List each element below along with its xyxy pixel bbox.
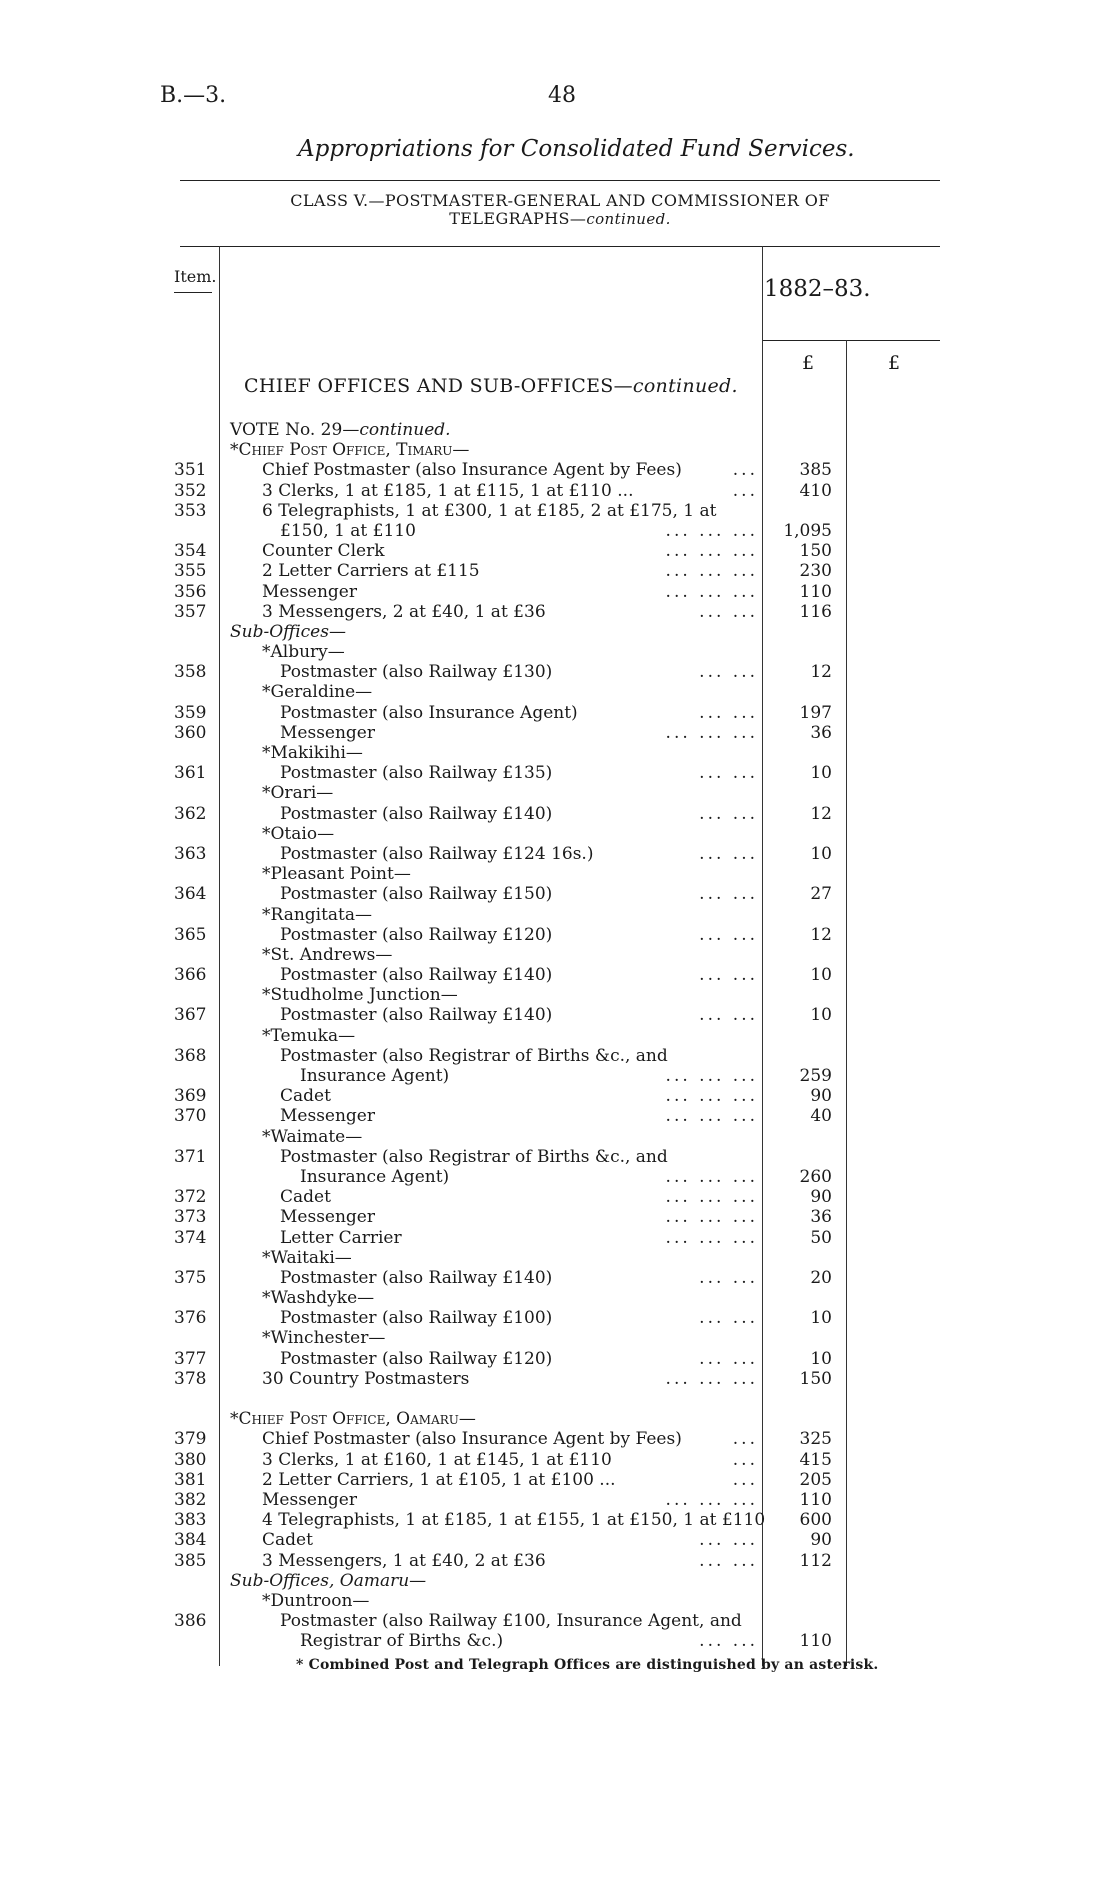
table-row [0, 763, 1114, 783]
table-row [0, 804, 1114, 824]
table-row [0, 1228, 1114, 1248]
item-description: Chief Postmaster (also Insurance Agent by Fees) [262, 460, 682, 481]
item-number: 373 [174, 1207, 207, 1228]
item-description: 6 Telegraphists, 1 at £300, 1 at £185, 2 at £175, 1 at [262, 500, 717, 521]
leader-dots: ... ... ... [665, 1166, 758, 1187]
item-description: Letter Carrier [280, 1227, 402, 1248]
item-description: *Studholme Junction— [262, 985, 458, 1006]
table-row [0, 824, 1114, 844]
table-row [0, 985, 1114, 1005]
item-description: Messenger [280, 1106, 375, 1127]
item-description: Postmaster (also Railway £120) [280, 1348, 553, 1369]
table-row [0, 1470, 1114, 1490]
item-description: *Temuka— [262, 1025, 356, 1046]
item-description: Postmaster (also Insurance Agent) [280, 702, 578, 723]
leader-dots: ... ... [699, 1550, 758, 1571]
amount: 36 [810, 722, 832, 743]
amount: 150 [799, 1368, 832, 1389]
amount: 150 [799, 541, 832, 562]
table-row [0, 1530, 1114, 1550]
class-heading-line1: CLASS V.—POSTMASTER-GENERAL AND COMMISSIONER OF [290, 191, 830, 210]
amount: 410 [799, 480, 832, 501]
amount: 12 [810, 662, 832, 683]
amount: 600 [799, 1510, 832, 1531]
amount: 415 [799, 1449, 832, 1470]
table-row [0, 1349, 1114, 1369]
page-number: 48 [548, 83, 576, 108]
table-row [0, 481, 1114, 501]
leader-dots: ... ... ... [665, 722, 758, 743]
item-description: *Geraldine— [262, 682, 373, 703]
table-row [0, 884, 1114, 904]
table-row [0, 743, 1114, 763]
item-number: 367 [174, 1005, 207, 1026]
item-number: 352 [174, 480, 207, 501]
leader-dots: ... ... ... [665, 1066, 758, 1086]
year-rule [762, 340, 940, 341]
table-row [0, 1510, 1114, 1530]
document-reference: B.—3. [160, 83, 227, 108]
item-description: *Otaio— [262, 823, 335, 844]
table-row [0, 703, 1114, 723]
item-description: Postmaster (also Railway £130) [280, 662, 553, 683]
table-row [0, 723, 1114, 743]
amount: 90 [810, 1530, 832, 1551]
amount: 116 [799, 601, 832, 622]
item-description: *Winchester— [262, 1328, 386, 1349]
item-description: 30 Country Postmasters [262, 1368, 470, 1389]
leader-dots: ... [732, 1449, 758, 1470]
amount: 197 [799, 702, 832, 723]
table-row [0, 1631, 1114, 1651]
leader-dots: ... ... ... [665, 541, 758, 562]
leader-dots: ... ... [699, 662, 758, 683]
item-description: Cadet [262, 1530, 313, 1551]
amount: 40 [810, 1106, 832, 1127]
item-number: 368 [174, 1045, 207, 1066]
item-description: Chief Postmaster (also Insurance Agent by Fees) [262, 1429, 682, 1450]
item-description: 4 Telegraphists, 1 at £185, 1 at £155, 1 at £150, 1 at £110 [262, 1510, 766, 1531]
item-description: *Albury— [262, 642, 345, 663]
table-row [0, 1551, 1114, 1571]
leader-dots: ... ... ... [665, 1106, 758, 1127]
amount: 110 [799, 581, 832, 602]
item-description: Postmaster (also Registrar of Births &c., and [280, 1045, 668, 1066]
amount: 205 [799, 1469, 832, 1490]
table-row [0, 521, 1114, 541]
item-number: 366 [174, 965, 207, 986]
table-row [0, 1409, 1114, 1429]
item-description: Registrar of Births &c.) [300, 1631, 504, 1652]
leader-dots: ... ... ... [665, 1086, 758, 1107]
item-description: *Rangitata— [262, 904, 373, 925]
item-description: Insurance Agent) [300, 1166, 450, 1187]
item-description: Cadet [280, 1187, 331, 1208]
item-description: *Chief Post Office, Oamaru— [230, 1409, 476, 1430]
leader-dots: ... [732, 460, 758, 481]
item-description: Counter Clerk [262, 541, 385, 562]
item-description: 3 Messengers, 1 at £40, 2 at £36 [262, 1550, 546, 1571]
item-number: 355 [174, 561, 207, 582]
item-description: *St. Andrews— [262, 944, 393, 965]
item-column-header: Item. [174, 267, 217, 286]
item-number: 376 [174, 1308, 207, 1329]
table-row [0, 1005, 1114, 1025]
item-description: Messenger [280, 722, 375, 743]
table-row [0, 905, 1114, 925]
amount: 10 [810, 965, 832, 986]
table-row [0, 642, 1114, 662]
leader-dots: ... ... ... [665, 1187, 758, 1208]
table-row [0, 1086, 1114, 1106]
amount: 260 [799, 1166, 832, 1187]
table-row [0, 1571, 1114, 1591]
table-row [0, 1450, 1114, 1470]
table-row [0, 1066, 1114, 1086]
item-number: 361 [174, 763, 207, 784]
item-number: 371 [174, 1146, 207, 1167]
leader-dots: ... ... ... [665, 1489, 758, 1510]
item-description: *Chief Post Office, Timaru— [230, 440, 470, 461]
table-row [0, 1429, 1114, 1449]
item-description: Messenger [280, 1207, 375, 1228]
table-row [0, 965, 1114, 985]
item-description: 2 Letter Carriers at £115 [262, 561, 480, 582]
amount: 112 [799, 1550, 832, 1571]
amount: 12 [810, 924, 832, 945]
section-heading: CHIEF OFFICES AND SUB-OFFICES—continued. [244, 375, 738, 397]
table-row [0, 1490, 1114, 1510]
year-column-header: 1882–83. [764, 276, 871, 302]
table-row [0, 1611, 1114, 1631]
item-description: Messenger [262, 581, 357, 602]
item-description: 3 Messengers, 2 at £40, 1 at £36 [262, 601, 546, 622]
table-row [0, 1308, 1114, 1328]
leader-dots: ... [732, 1429, 758, 1450]
item-description: VOTE No. 29—continued. [230, 420, 451, 440]
item-description: Messenger [262, 1489, 357, 1510]
item-number: 353 [174, 500, 207, 521]
leader-dots: ... ... [699, 1530, 758, 1551]
item-number: 358 [174, 662, 207, 683]
leader-dots: ... ... [699, 1267, 758, 1288]
item-number: 354 [174, 541, 207, 562]
item-number: 375 [174, 1267, 207, 1288]
table-row [0, 945, 1114, 965]
leader-dots: ... ... [699, 601, 758, 622]
page-title: Appropriations for Consolidated Fund Services. [298, 136, 855, 162]
item-number: 374 [174, 1227, 207, 1248]
item-number: 384 [174, 1530, 207, 1551]
item-description: Postmaster (also Railway £140) [280, 965, 553, 986]
table-row [0, 501, 1114, 521]
item-number: 363 [174, 843, 207, 864]
leader-dots: ... ... [699, 884, 758, 905]
item-number: 378 [174, 1368, 207, 1389]
table-row [0, 1147, 1114, 1167]
amount: 10 [810, 843, 832, 864]
section-continued: continued. [632, 375, 738, 397]
table-row [0, 460, 1114, 480]
table-row [0, 440, 1114, 460]
amount: 36 [810, 1207, 832, 1228]
amount: 10 [810, 1005, 832, 1026]
item-description: Insurance Agent) [300, 1066, 450, 1086]
item-description: *Waitaki— [262, 1247, 352, 1268]
amount: 10 [810, 763, 832, 784]
vote-continued: continued. [359, 420, 451, 440]
table-row [0, 1268, 1114, 1288]
amount: 20 [810, 1267, 832, 1288]
footnote: * Combined Post and Telegraph Offices are distinguished by an asterisk. [296, 1657, 879, 1673]
amount: 90 [810, 1187, 832, 1208]
leader-dots: ... ... ... [665, 520, 758, 541]
item-number: 360 [174, 722, 207, 743]
item-number: 351 [174, 460, 207, 481]
leader-dots: ... ... ... [665, 581, 758, 602]
item-description: 3 Clerks, 1 at £160, 1 at £145, 1 at £110 [262, 1449, 612, 1470]
amount: 110 [799, 1631, 832, 1652]
table-row [0, 1389, 1114, 1409]
table-row [0, 1248, 1114, 1268]
item-description: Postmaster (also Railway £100, Insurance Agent, and [280, 1611, 742, 1632]
item-number: 362 [174, 803, 207, 824]
amount: 12 [810, 803, 832, 824]
item-number: 369 [174, 1086, 207, 1107]
item-number: 386 [174, 1611, 207, 1632]
item-number: 359 [174, 702, 207, 723]
table-row [0, 1167, 1114, 1187]
leader-dots: ... ... [699, 1005, 758, 1026]
table-row [0, 1026, 1114, 1046]
table-row [0, 682, 1114, 702]
item-number: 383 [174, 1510, 207, 1531]
table-row [0, 1187, 1114, 1207]
class-rule [180, 246, 940, 247]
leader-dots: ... ... [699, 763, 758, 784]
amount: 110 [799, 1489, 832, 1510]
item-number: 356 [174, 581, 207, 602]
leader-dots: ... ... [699, 965, 758, 986]
item-number: 357 [174, 601, 207, 622]
item-description: *Makikihi— [262, 743, 363, 763]
item-description: Postmaster (also Registrar of Births &c., and [280, 1146, 668, 1167]
item-description: *Duntroon— [262, 1590, 370, 1611]
table-row [0, 925, 1114, 945]
leader-dots: ... ... [699, 1308, 758, 1329]
item-description: *Pleasant Point— [262, 864, 411, 885]
table-row [0, 1591, 1114, 1611]
leader-dots: ... ... [699, 1631, 758, 1652]
item-description: Postmaster (also Railway £124 16s.) [280, 843, 594, 864]
table-row [0, 1127, 1114, 1147]
item-number: 377 [174, 1348, 207, 1369]
item-description: Postmaster (also Railway £150) [280, 884, 553, 905]
item-description: Postmaster (also Railway £140) [280, 1005, 553, 1026]
item-number: 381 [174, 1469, 207, 1490]
amount: 385 [799, 460, 832, 481]
item-number: 370 [174, 1106, 207, 1127]
item-description: Sub-Offices— [230, 621, 346, 642]
item-description: Sub-Offices, Oamaru— [230, 1570, 427, 1591]
class-heading-line2: TELEGRAPHS—continued. [449, 209, 671, 228]
item-description: Postmaster (also Railway £135) [280, 763, 553, 784]
item-number: 385 [174, 1550, 207, 1571]
leader-dots: ... ... [699, 924, 758, 945]
class-heading [180, 192, 940, 228]
amount: 325 [799, 1429, 832, 1450]
table-row [0, 844, 1114, 864]
table-row [0, 420, 1114, 440]
table-row [0, 1328, 1114, 1348]
currency-column-1: £ [802, 352, 815, 374]
amount: 230 [799, 561, 832, 582]
table-row [0, 582, 1114, 602]
leader-dots: ... ... ... [665, 561, 758, 582]
appropriation-table [0, 420, 1114, 1651]
amount: 1,095 [783, 520, 832, 541]
currency-column-2: £ [888, 352, 901, 374]
leader-dots: ... ... [699, 843, 758, 864]
leader-dots: ... [732, 1469, 758, 1490]
leader-dots: ... ... [699, 803, 758, 824]
title-rule [180, 180, 940, 181]
leader-dots: ... ... [699, 1348, 758, 1369]
item-description: £150, 1 at £110 [280, 520, 416, 541]
item-description: Postmaster (also Railway £140) [280, 803, 553, 824]
amount: 90 [810, 1086, 832, 1107]
leader-dots: ... ... ... [665, 1368, 758, 1389]
item-description: Cadet [280, 1086, 331, 1107]
amount: 50 [810, 1227, 832, 1248]
amount: 10 [810, 1348, 832, 1369]
table-row [0, 1288, 1114, 1308]
table-row [0, 541, 1114, 561]
item-description: *Orari— [262, 783, 334, 804]
amount: 259 [799, 1066, 832, 1086]
amount: 27 [810, 884, 832, 905]
leader-dots: ... [732, 480, 758, 501]
item-header-underline [174, 292, 212, 293]
item-number: 379 [174, 1429, 207, 1450]
table-row [0, 662, 1114, 682]
table-row [0, 864, 1114, 884]
table-row [0, 1369, 1114, 1389]
item-description: Postmaster (also Railway £140) [280, 1267, 553, 1288]
table-row [0, 622, 1114, 642]
table-row [0, 783, 1114, 803]
item-number: 365 [174, 924, 207, 945]
table-row [0, 1106, 1114, 1126]
item-number: 380 [174, 1449, 207, 1470]
item-description: Postmaster (also Railway £100) [280, 1308, 553, 1329]
item-description: 3 Clerks, 1 at £185, 1 at £115, 1 at £110 ... [262, 480, 634, 501]
leader-dots: ... ... ... [665, 1227, 758, 1248]
item-description: 2 Letter Carriers, 1 at £105, 1 at £100 ... [262, 1469, 616, 1490]
item-number: 382 [174, 1489, 207, 1510]
leader-dots: ... ... [699, 702, 758, 723]
table-row [0, 1207, 1114, 1227]
leader-dots: ... ... ... [665, 1207, 758, 1228]
class-continued: continued. [586, 210, 671, 228]
table-row [0, 561, 1114, 581]
table-row [0, 1046, 1114, 1066]
item-description: Postmaster (also Railway £120) [280, 924, 553, 945]
amount: 10 [810, 1308, 832, 1329]
item-description: *Waimate— [262, 1126, 363, 1147]
item-description: *Washdyke— [262, 1288, 375, 1309]
item-number: 364 [174, 884, 207, 905]
table-row [0, 602, 1114, 622]
item-number: 372 [174, 1187, 207, 1208]
